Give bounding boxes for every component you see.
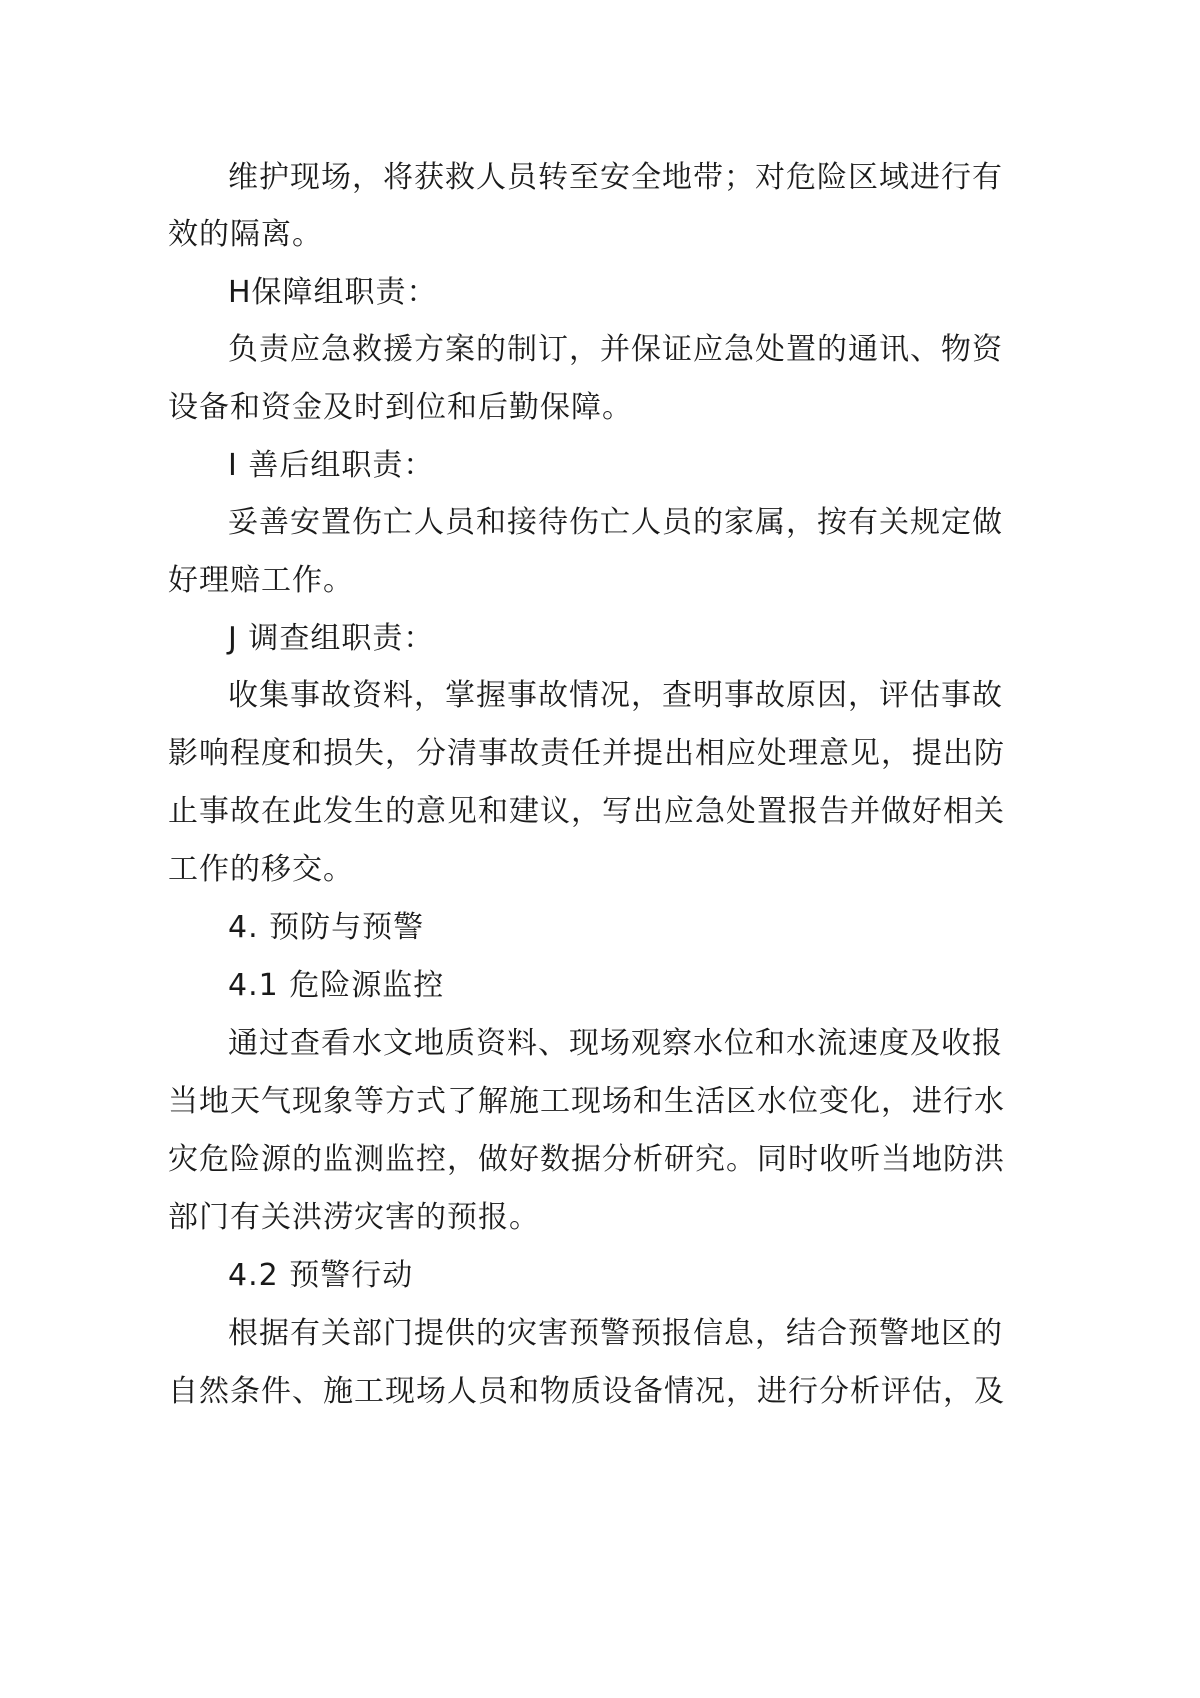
section-heading: 4.1 危险源监控 xyxy=(228,968,445,1003)
paragraph-line: 工作的移交。 xyxy=(168,852,354,887)
paragraph-line: 影响程度和损失，分清事故责任并提出相应处理意见，提出防 xyxy=(168,736,1005,771)
paragraph-line: 妥善安置伤亡人员和接待伤亡人员的家属，按有关规定做 xyxy=(228,505,1003,540)
paragraph-line: 效的隔离。 xyxy=(168,217,323,252)
section-heading: 4.2 预警行动 xyxy=(228,1258,414,1293)
paragraph-line: 维护现场，将获救人员转至安全地带；对危险区域进行有 xyxy=(228,160,1003,195)
paragraph-line: 部门有关洪涝灾害的预报。 xyxy=(168,1200,540,1235)
paragraph-line: 好理赔工作。 xyxy=(168,563,354,598)
paragraph-line: 灾危险源的监测监控，做好数据分析研究。同时收听当地防洪 xyxy=(168,1142,1005,1177)
section-heading: 4. 预防与预警 xyxy=(228,910,425,945)
paragraph-line: 设备和资金及时到位和后勤保障。 xyxy=(168,390,633,425)
paragraph-line: 当地天气现象等方式了解施工现场和生活区水位变化，进行水 xyxy=(168,1084,1005,1119)
paragraph-line: 止事故在此发生的意见和建议，写出应急处置报告并做好相关 xyxy=(168,794,1005,829)
paragraph-line: 收集事故资料，掌握事故情况，查明事故原因，评估事故 xyxy=(228,678,1003,713)
paragraph-line: 自然条件、施工现场人员和物质设备情况，进行分析评估，及 xyxy=(168,1374,1005,1409)
section-heading: H保障组职责： xyxy=(228,275,438,310)
paragraph-line: 通过查看水文地质资料、现场观察水位和水流速度及收报 xyxy=(228,1026,1003,1061)
paragraph-line: 根据有关部门提供的灾害预警预报信息，结合预警地区的 xyxy=(228,1316,1003,1351)
section-heading: J 调查组职责： xyxy=(228,621,435,656)
paragraph-line: 负责应急救援方案的制订，并保证应急处置的通讯、物资 xyxy=(228,332,1003,367)
section-heading: I 善后组职责： xyxy=(228,448,435,483)
